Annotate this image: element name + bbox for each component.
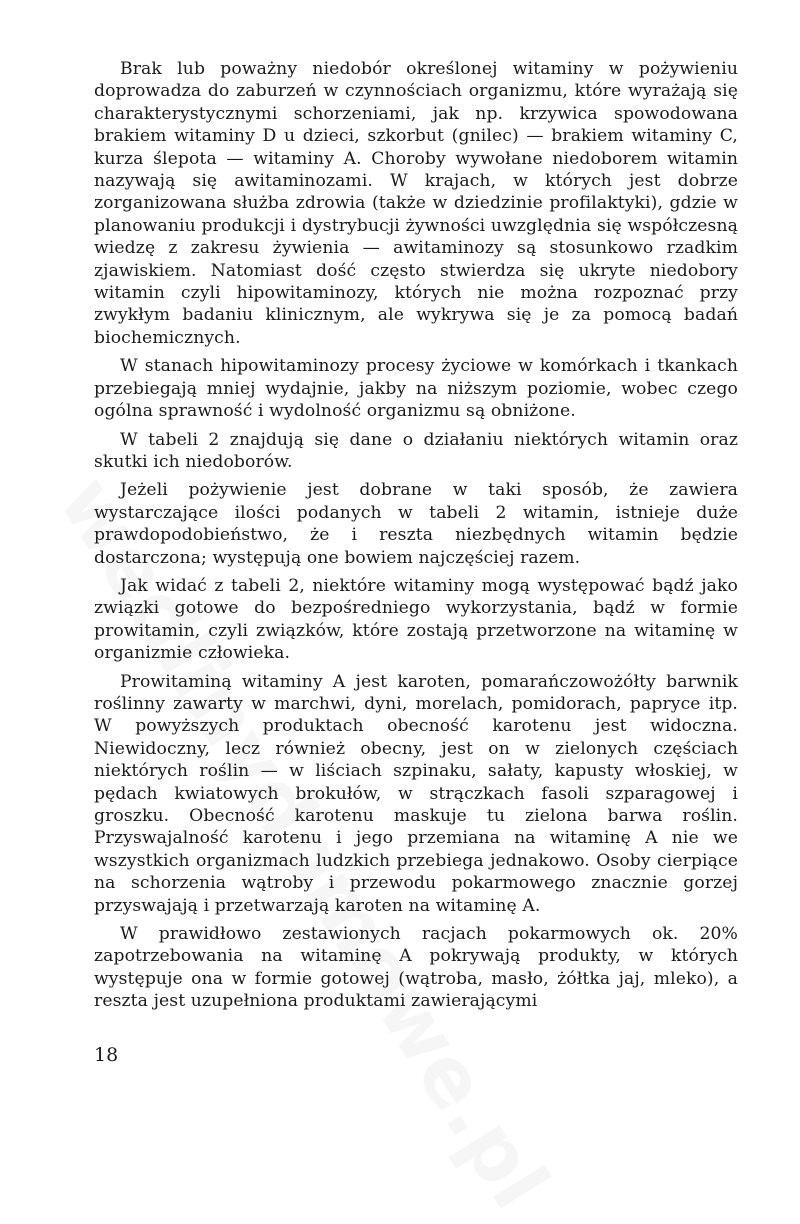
paragraph-4: Jeżeli pożywienie jest dobrane w taki sposób, że zawiera wystarczające ilości podanych w tabeli 2 witamin, istnieje duże prawdopodobieństwo, że i reszta niezbędnych witamin będzie dostarczona; występują one bowiem najczęściej razem.: [94, 480, 738, 568]
body-text: [94, 58, 738, 1019]
paragraph-2: W stanach hipowitaminozy procesy życiowe w komórkach i tkankach przebiegają mniej wydajnie, jakby na niższym poziomie, wobec czego ogólna sprawność i wydolność organizmu są obniżone.: [94, 356, 738, 422]
paragraph-6: Prowitaminą witaminy A jest karoten, pomarańczowożółty barwnik roślinny zawarty w marchwi, dyni, morelach, pomidorach, papryce itp. W powyższych produktach obecność karotenu jest widoczna. Niewidoczny, lecz również obecny, jest on w zielonych częściach niektórych roślin — w liściach szpinaku, sałaty, kapusty włoskiej, w pędach kwiatowych brokułów, w strączkach fasoli szparagowej i groszku. Obecność karotenu maskuje tu zielona barwa roślin. Przyswajalność karotenu i jego przemiana na witaminę A nie we wszystkich organizmach ludzkich przebiega jednakowo. Osoby cierpiące na schorzenia wątroby i przewodu pokarmowego znacznie gorzej przyswajają i przetwarzają karoten na witaminę A.: [94, 671, 738, 916]
paragraph-5: Jak widać z tabeli 2, niektóre witaminy mogą występować bądź jako związki gotowe do bezpośredniego wykorzystania, bądź w formie prowitamin, czyli związków, które zostają przetworzone na witaminę w organizmie człowieka.: [94, 575, 738, 664]
page-number: 18: [94, 1044, 119, 1066]
paragraph-3: W tabeli 2 znajdują się dane o działaniu niektórych witamin oraz skutki ich niedoborów.: [94, 429, 738, 472]
paragraph-7: W prawidłowo zestawionych racjach pokarmowych ok. 20% zapotrzebowania na witaminę A pokrywają produkty, w których występuje ona w formie gotowej (wątroba, masło, żółtka jaj, mleko), a reszta jest uzupełniona produktami zawierającymi: [94, 924, 738, 1012]
paragraph-1: Brak lub poważny niedobór określonej witaminy w pożywieniu doprowadza do zaburzeń w czynnościach organizmu, które wyrażają się charakterystycznymi schorzeniami, jak np. krzywica spowodowana brakiem witaminy D u dzieci, szkorbut (gnilec) — brakiem witaminy C, kurza ślepota — witaminy A. Choroby wywołane niedoborem witamin nazywają się awitaminozami. W krajach, w których jest dobrze zorganizowana służba zdrowia (także w dziedzinie profilaktyki), gdzie w planowaniu produkcji i dystrybucji żywności uwzględnia się współczesną wiedzę z zakresu żywienia — awitaminozy są stosunkowo rzadkim zjawiskiem. Natomiast dość często stwierdza się ukryte niedobory witamin czyli hipowitaminozy, których nie można rozpoznać przy zwykłym badaniu klinicznym, ale wykrywa się je za pomocą badań biochemicznych.: [94, 59, 738, 348]
